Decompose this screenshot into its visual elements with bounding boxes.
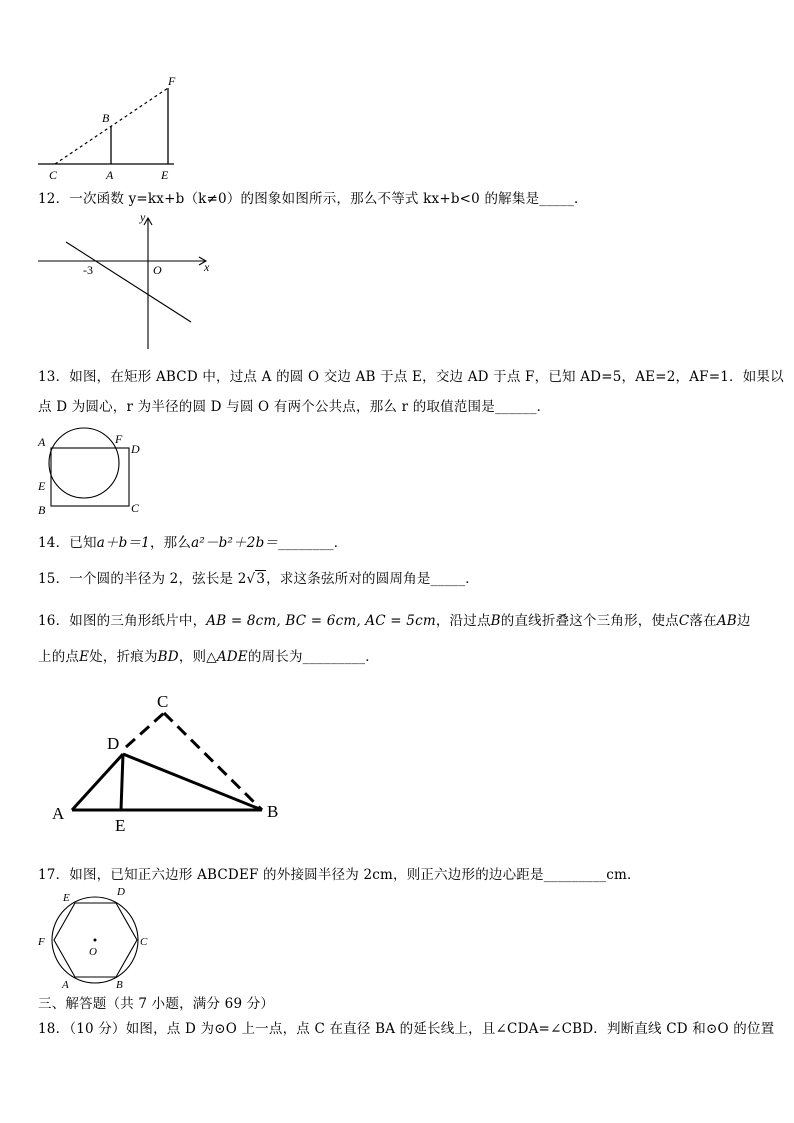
q15-suffix: ，求这条弦所对的圆周角是_____． <box>266 571 480 587</box>
label-b: B <box>38 503 46 517</box>
label-f: F <box>168 74 176 88</box>
center-point <box>94 939 97 942</box>
label-e: E <box>38 479 46 493</box>
label-a: A <box>38 435 46 449</box>
q16-text-f: 上的点 <box>38 649 80 665</box>
q16-text-g: 处，折痕为 <box>89 649 158 665</box>
label-e: E <box>161 168 169 182</box>
label-d: D <box>117 886 125 898</box>
label-intercept: -3 <box>83 263 93 277</box>
label-f: F <box>115 432 123 446</box>
label-e: E <box>115 816 126 835</box>
q15-prefix: 15．一个圆的半径为 2，弦长是 2 <box>38 571 247 587</box>
q16-crease-bd: BD <box>157 649 179 665</box>
q16-given: AB = 8cm, BC = 6cm, AC = 5cm <box>206 613 436 629</box>
label-o: O <box>89 946 97 958</box>
label-a: A <box>52 804 65 823</box>
q16-text-c: 的直线折叠这个三角形，使点 <box>500 613 679 629</box>
label-b: B <box>116 979 123 991</box>
label-f: F <box>38 936 45 948</box>
label-a: A <box>106 168 114 182</box>
label-d: D <box>131 442 140 456</box>
question-13-line2: 点 D 为圆心，r 为半径的圆 D 与圆 O 有两个公共点，那么 r 的取值范围是______． <box>38 399 551 415</box>
q14-prefix: 14．已知 <box>38 535 97 551</box>
q16-side-ab: AB <box>716 613 737 629</box>
q16-point-e: E <box>79 649 90 665</box>
question-17: 17．如图，已知正六边形 ABCDEF 的外接圆半径为 2cm，则正六边形的边心距是_________cm． <box>38 867 641 883</box>
question-12: 12．一次函数 y=kx+b（k≠0）的图象如图所示，那么不等式 kx+b<0 的解集是_____． <box>38 191 588 207</box>
q15-radical: 3 <box>256 571 266 587</box>
label-b: B <box>102 111 110 125</box>
label-x: x <box>204 260 210 274</box>
label-d: D <box>107 734 120 753</box>
label-c: C <box>49 168 58 182</box>
q16-text-d: 落在 <box>689 613 717 629</box>
q14-blank: ________． <box>278 535 348 551</box>
q16-text-e: 边 <box>736 613 751 629</box>
label-b: B <box>267 802 279 821</box>
question-13-line1: 13．如图，在矩形 ABCD 中，过点 A 的圆 O 交边 AB 于点 E，交边 AD 于点 F，已知 AD=5，AE=2，AF=1．如果以 <box>38 369 784 385</box>
q16-text-b: ，沿过点 <box>435 613 491 629</box>
q14-condition: a＋b＝1 <box>96 535 150 551</box>
q16-triangle-ade: △ADE <box>206 649 248 665</box>
q16-text-h: ，则 <box>178 649 207 665</box>
section-heading-3: 三、解答题（共 7 小题，满分 69 分） <box>38 996 275 1012</box>
label-e: E <box>63 892 70 904</box>
label-a: A <box>62 979 69 991</box>
q16-point-b: B <box>490 613 501 629</box>
label-c: C <box>131 501 140 515</box>
label-c: C <box>140 936 148 948</box>
question-18: 18．（10 分）如图，点 D 为⊙O 上一点，点 C 在直径 BA 的延长线上，且∠CDA=∠CBD．判断直线 CD 和⊙O 的位置 <box>38 1021 775 1037</box>
label-y: y <box>140 210 146 224</box>
label-c: C <box>157 692 169 711</box>
q14-expression: a²－b²＋2b＝ <box>191 535 279 551</box>
q16-text-i: 的周长为_________． <box>247 649 379 665</box>
label-origin: O <box>153 263 162 277</box>
sqrt-symbol: √ <box>246 571 256 587</box>
q14-mid: ，那么 <box>149 535 192 551</box>
q16-point-c: C <box>678 613 690 629</box>
q16-text-a: 16．如图的三角形纸片中， <box>38 613 207 629</box>
